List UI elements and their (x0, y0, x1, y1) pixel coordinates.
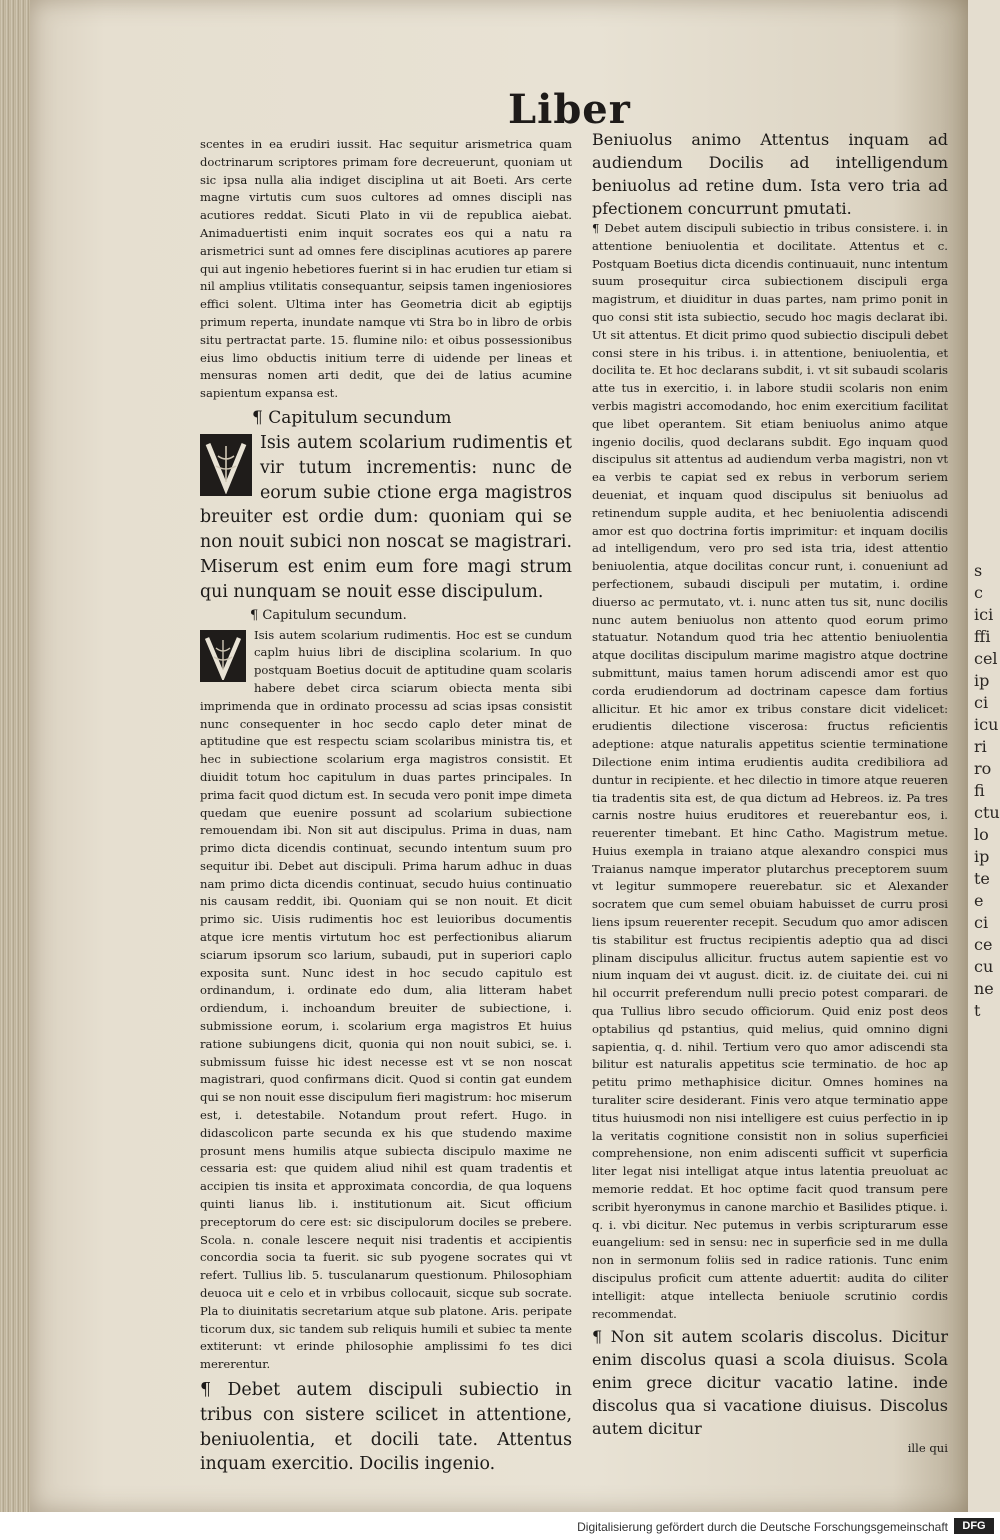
right-paragraph-2: ¶ Debet autem discipuli subiectio in tribus consistere. i. in attentione beniuolentia et docilitate. Attentus et c. Postquam Boetius dicta dicendis continuauit, nunc intentum suum prosequitur circa subiectionem discipuli erga magistrum, et diuiditur in duas partes, nam primo ponit in quo consi stit ista subiectio, secudo hoc magis declarat ibi. Ut sit attentus. Et dicit primo quod subiectio discipuli debet consi stere in his tribus. i. in attentione, beniuolentia, et docilita te. Et hoc declarans subdit, i. vt sit subaudi scolaris atte tus in exercitio, i. in labore studii scolaris non enim verbis magistri accomodando, hoc enim exercitium facilitat que libet operantem. Sit etiam beniuolus animo atque ingenio docilis, quod declarans subdit. Ego inquam quod discipulus sit attentus ad audiendum verba magistri, non vt ea verbis te capiat sed ex rebus in verborum seriem deueniat, et inquam quod discipulus sit beniuolus ad retinendum supple audita, et hec beniuolentia adiscendi amor est quo doctrina fortis imprimitur: et inquam docilis ad intelligendum, vero pro sed ista tria, idest attentio beniuolentia, atque docilitas concur runt, i. conueniunt ad perfectionem, subaudi discipuli per mutatim, i. ordine diuerso ac permutato, vt. i. nunc atten tus sit, nunc docilis nunc autem beniuolus non attento quod eorum primo statuatur. Notandum quod tria hec attentio beniuolentia atque docilitas discipulum marime magistro atque doctrine submittunt, maius tamen horum adiscendi amor est quo corda erudiendorum ad doctrinam capesce dam fortius allicitur. Et hic amor ex tribus constare dicit videlicet: erudientis dilectione viscerosa: fructus reficientis adeptione: atque naturalis appetitus scientie terminatione Dilectione enim intima erudientis audita credibiliora ad duntur in recipiente. et hec dilectio in timore atque reueren tia tradentis sita est, de qua dictum ad Hebreos. iz. Pa tres carnis nostre huius eruditores et reuerebantur eos, i. reuerenter timebant. Et hinc Catho. Magistrum metue. Huius exempla in traiano atque alexandro conspici mus Traianus namque imperator plutarchus preceptorem suum vt legitur summopere reuerebatur. sic et Alexander socratem que cum semel obuiam habuisset de curru prosi liens ipsum reuerenter recepit. Secudum quo amor adiscen tis stabilitur est fructus recipientis adeptio qua ad disci plinam discipulus allicitur. fructus autem sapientie est vo nium inquam dei vt august. dicit. iz. de ciuitate dei. cui ni hil occurrit preferendum nulli precio potest comparari. de qua Tullius libro secudo officiorum. Quid eniz post deos optabilius qd pstantius, quid melius, quid omnino digni sapientia, q. d. nihil. Tertium vero quo amor adiscendi sta bilitur est naturalis appetitus scie terminatio. de hoc ap petitu primo methaphisice dicitur. Omnes homines na turaliter scire desiderant. Finis vero atque terminatio appe titus huiusmodi non nisi intelligere est cuius perfectio in ip la veritatis cognitione consistit non in solius superficiei comprehensione, non enim adiscenti sufficit vt superficia liter legat nisi intelligat atque intus latentia preuoluat ac memorie reddat. Et hoc optime facit quod transum pere scribit hyeronymus in canone marchio et Basilides ptique. i. q. i. vbi dicitur. Nec putemus in verbis scripturarum esse euangelium: sed in sensu: nec in superficie sed in me dulla non in sermonum foliis sed in radice rationis. Tunc enim discipulus proficit cum attente aduertit: audita do ciliter intelligit: atque intellecta beniuole scrutinio cordis recommendat. (592, 221, 949, 1321)
adjacent-page-fragment: ici (974, 605, 994, 624)
left-paragraph-4: ¶ Debet autem discipuli subiectio in tribus con sistere scilicet in attentione, beniuolentia, et docili tate. Attentus inquam exercitio. Docilis ingenio. (200, 1380, 572, 1475)
adjacent-page-fragment: lo (974, 825, 989, 844)
adjacent-page-fragment: icu (974, 715, 999, 734)
paragraph-mark-icon: ¶ (592, 1327, 611, 1347)
adjacent-page-fragment: s (974, 561, 983, 580)
adjacent-page-fragment: ro (974, 759, 992, 778)
chapter-heading-2: ¶ Capitulum secundum. (250, 607, 407, 623)
right-column (592, 128, 948, 1458)
adjacent-page-fragment: e (974, 891, 984, 910)
adjacent-page-fragment: ffi (974, 627, 991, 646)
catchword: ille qui (907, 1441, 948, 1456)
adjacent-page-fragment: ce (974, 935, 993, 954)
adjacent-page-fragment: ip (974, 847, 990, 866)
right-paragraph-3: ¶ Non sit autem scolaris discolus. Dicitur enim discolus quasi a scola diuisus. Scola enim grece dicitur vacatio latine. inde discolus qua si vacatione diuisus. Discolus autem dicitur (592, 1327, 949, 1439)
dfg-logo-icon: DFG (954, 1518, 994, 1534)
running-header: Liber (508, 86, 631, 133)
adjacent-page-fragments (974, 560, 1000, 1022)
adjacent-page-fragment: cel (974, 649, 998, 668)
adjacent-page-fragment: ci (974, 693, 989, 712)
adjacent-page-fragment: t (974, 1001, 981, 1020)
adjacent-page-fragment: te (974, 869, 990, 888)
chapter-text-block (200, 431, 572, 605)
commentary-block (200, 627, 572, 1374)
digitization-credit: Digitalisierung gefördert durch die Deutsche Forschungsgemeinschaft (577, 1520, 948, 1534)
left-paragraph-1: scentes in ea erudiri iussit. Hac sequitur arismetrica quam doctrinarum scriptores primam fore decreuerunt, quoniam ut sic ipsa nulla alia indiget disciplina ut ait Boeti. Ars certe magne virtutis cum suos cultores ad omnes discipli nas acutiores reddat. Sicuti Plato in vii de republica aiebat. Animaduertisti enim inquit socrates eos qui a natu ra arismetrici sunt ad omnes fere disciplinas acutiores ap parere qui aut ingenio hebetiores fuerint si in hac erudien tur etiam si nil amplius vtilitatis consequantur, seipsis tamen ingeniosiores effici solent. Ultima inter has Geometria dicit ab egiptijs primum reperta, inundate namque vti Stra bo in libro de orbis situ pertractat parte. 15. flumine nilo: et oibus possessionibus eius limo obductis initium terre di uidende per lineas et mensuras nomen arti dedit, que dei de latius acumine sapientum expansa est. (200, 137, 572, 401)
left-column (200, 136, 572, 1477)
adjacent-page-fragment: ip (974, 671, 990, 690)
decorated-initial-v-icon (200, 434, 252, 496)
book-fore-edge (0, 0, 32, 1512)
paragraph-mark-icon: ¶ (250, 607, 263, 623)
left-paragraph-3: Isis autem scolarium rudimentis. Hoc est se cundum caplm huius libri de disciplina scolarium. In quo postquam Boetius docuit de aptitudine quam scolaris habere debet circa sciarum obiecta menta sibi imprimenda que in ordinato processu ad scias ipsas consistit nunc consequenter in hoc secdo caplo deter minat de aptitudine que est respectu sciam scolaribus ministra tis, et hec in subiectione scolarium erga magistros consistit. Et diuidit totum hoc capitulum in duas partes principales. In prima facit quod dictum est. In secuda vero ponit impe dimeta quedam que euenire possunt ad scolarium subiectione remouendam ibi. Non sit aut discipulus. Prima in duas, nam primo dicta dicendis continuat, secundo intentum suum pro sequitur ibi. Debet aut discipuli. Prima harum adhuc in duas nam primo dicta dicendis continuat, secudo huius continuatio nis causam reddit, ibi. Quoniam qui se non nouit. Et dicit primo sic. Uisis rudimentis hoc est leuioribus documentis atque icre mentis virtutum hoc est perfectionibus aliarum sciarum ipsorum sco larium, subaudi, put in superiori caplo exposita sunt. Nunc idest in hoc secudo capitulo est ordinandum, i. ordinate edo dum, alia litteram habet ordiendum, i. inchoandum breuiter de subiectione, i. submissione eorum, i. scolarium erga magistros Et huius ratione subiungens dicit, quonia qui non nouit subici, se. i. submissum fuisse hic idest necesse est vt se non noscat magistrari, quod confirmans dicit. Quod si contin gat eundem qui se non nouit esse discipulum fieri magistrum: hoc miserum est, i. detestabile. Notandum prout refert. Hugo. in didascolicon parte secunda ex his que studendo maxime prosunt mens humilis atque subiecta discipulo maxime ne cessaria est: que quidem aliud nihil est quam tradentis et accipien tis insita et approximata concordia, de qua loquens quinti lianus lib. i. institutionum ait. Sicut officium preceptorum do cere est: sic discipulorum dociles se prebere. Scola. n. conale lescere nequit nisi tradentis et accipientis concordia socia ta fuerit. sic sub pyogene socrates qui vt refert. Tullius lib. 5. tusculanarum questionum. Philosophiam deuoca uit e celo et in vrbibus collocauit, sicque sub socrate. Pla to diuinitatis secretarium atque sub platone. Aris. peripate ticorum dux, sic tandem sub reliquis humili et subiec ta mente extiterunt: vt erinde philosophie amplissimi fo tes dici mererentur. (200, 627, 572, 1372)
decorated-initial-v-icon (200, 630, 246, 682)
paragraph-mark-icon: ¶ (252, 407, 269, 428)
adjacent-page-fragment: cu (974, 957, 994, 976)
adjacent-page-fragment: ne (974, 979, 994, 998)
paragraph-mark-icon: ¶ (200, 1380, 228, 1400)
adjacent-page-fragment: ci (974, 913, 989, 932)
right-paragraph-1: Beniuolus animo Attentus inquam ad audiendum Docilis ad intelligendum beniuolus ad retine dum. Ista vero tria ad pfectionem concurrunt pmutati. (592, 130, 948, 218)
adjacent-page-fragment: ri (974, 737, 987, 756)
adjacent-page-fragment: ctu (974, 803, 1000, 822)
left-paragraph-2: Isis autem scolarium rudimentis et vir tutum incrementis: nunc de eorum subie ctione erga magistros breuiter est ordie dum: quoniam qui se non nouit subici non noscat se magistrari. Miserum est enim eum fore magi strum qui nunquam se nouit esse discipulum. (200, 432, 572, 602)
adjacent-page-fragment: fi (974, 781, 985, 800)
chapter-heading: ¶ Capitulum secundum (252, 407, 452, 428)
paragraph-mark-icon: ¶ (592, 221, 605, 235)
adjacent-page-fragment: c (974, 583, 983, 602)
adjacent-page-edge (968, 0, 1000, 1512)
